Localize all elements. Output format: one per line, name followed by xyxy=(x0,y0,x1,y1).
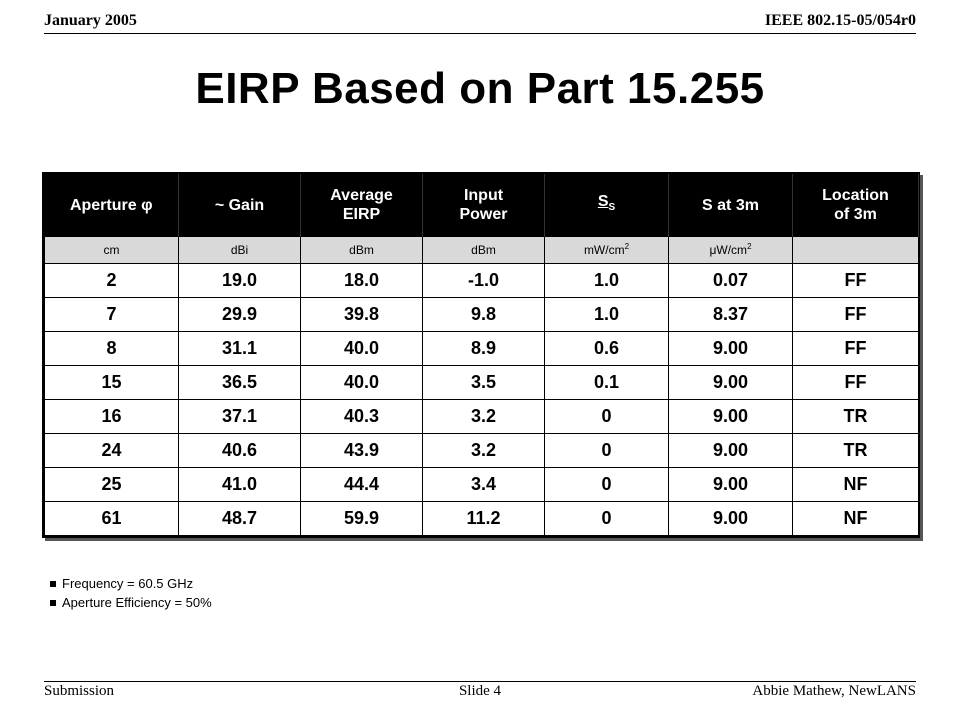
table-cell: 0.1 xyxy=(545,366,669,400)
power-label: Power xyxy=(459,206,508,223)
col-header-average-eirp xyxy=(301,174,423,237)
table-cell: 36.5 xyxy=(179,366,301,400)
table-cell: NF xyxy=(793,502,919,536)
table-cell: 40.3 xyxy=(301,400,423,434)
table-cell: 59.9 xyxy=(301,502,423,536)
table-cell: 0 xyxy=(545,400,669,434)
table-row xyxy=(45,298,919,332)
table-cell: 0 xyxy=(545,502,669,536)
table-cell: 40.0 xyxy=(301,366,423,400)
col-header-input-power xyxy=(423,174,545,237)
table-cell: FF xyxy=(793,298,919,332)
footer-slide-number: Slide 4 xyxy=(458,683,502,699)
table-header-row xyxy=(45,174,919,237)
table-cell: 9.8 xyxy=(423,298,545,332)
table-row xyxy=(45,468,919,502)
table-cell: 48.7 xyxy=(179,502,301,536)
gain-label: ~ Gain xyxy=(214,196,265,214)
table-cell: 15 xyxy=(45,366,179,400)
average-label: Average xyxy=(330,187,393,204)
unit-text: dBi xyxy=(230,243,249,257)
table-cell: 0 xyxy=(545,434,669,468)
header-doc-id: IEEE 802.15-05/054r0 xyxy=(764,12,916,29)
col-header-gain xyxy=(179,174,301,237)
note-text: Aperture Efficiency = 50% xyxy=(62,595,212,610)
table-cell: 43.9 xyxy=(301,434,423,468)
table-row xyxy=(45,400,919,434)
table-cell: 9.00 xyxy=(669,332,793,366)
table-cell: 0.6 xyxy=(545,332,669,366)
input-label: Input xyxy=(463,187,504,204)
ss-main: S xyxy=(597,193,609,211)
table-cell: 8 xyxy=(45,332,179,366)
unit-cell xyxy=(301,237,423,264)
table-cell: 8.37 xyxy=(669,298,793,332)
table-row xyxy=(45,264,919,298)
location-label: Location xyxy=(822,187,889,204)
table-cell: 41.0 xyxy=(179,468,301,502)
table-cell: 3.2 xyxy=(423,400,545,434)
table-cell: 9.00 xyxy=(669,468,793,502)
col-header-aperture xyxy=(45,174,179,237)
table-cell: 9.00 xyxy=(669,366,793,400)
table-row xyxy=(45,332,919,366)
ss-label xyxy=(597,193,616,214)
unit-text: μW/cm xyxy=(709,243,748,257)
unit-text: dBm xyxy=(349,243,374,257)
table-cell: 31.1 xyxy=(179,332,301,366)
table-cell: 19.0 xyxy=(179,264,301,298)
unit-cell xyxy=(423,237,545,264)
table-cell: 0.07 xyxy=(669,264,793,298)
table-cell: 1.0 xyxy=(545,298,669,332)
table-cell: 9.00 xyxy=(669,502,793,536)
table-cell: 18.0 xyxy=(301,264,423,298)
unit-superscript: 2 xyxy=(624,242,630,251)
table-cell: 1.0 xyxy=(545,264,669,298)
table-cell: 40.0 xyxy=(301,332,423,366)
footer-divider xyxy=(44,681,916,682)
note-item xyxy=(50,574,212,593)
note-item xyxy=(50,593,212,612)
unit-cell xyxy=(179,237,301,264)
header-divider xyxy=(44,33,916,34)
col-header-s-at-3m xyxy=(669,174,793,237)
table-cell: 2 xyxy=(45,264,179,298)
table-cell: TR xyxy=(793,434,919,468)
table-cell: 29.9 xyxy=(179,298,301,332)
table-row xyxy=(45,366,919,400)
table-cell: 9.00 xyxy=(669,400,793,434)
table-cell: FF xyxy=(793,332,919,366)
table-cell: 40.6 xyxy=(179,434,301,468)
header-date: January 2005 xyxy=(44,12,137,29)
of-3m-label: of 3m xyxy=(834,206,877,223)
unit-superscript: 2 xyxy=(747,242,752,251)
table-cell: 37.1 xyxy=(179,400,301,434)
table-cell: 0 xyxy=(545,468,669,502)
table-cell: 39.8 xyxy=(301,298,423,332)
table-cell: NF xyxy=(793,468,919,502)
unit-cell xyxy=(45,237,179,264)
unit-cell xyxy=(793,237,919,264)
table-cell: FF xyxy=(793,366,919,400)
table-body xyxy=(45,264,919,536)
unit-cell xyxy=(669,237,793,264)
unit-text: cm xyxy=(103,243,120,257)
slide-title: EIRP Based on Part 15.255 xyxy=(195,64,765,113)
aperture-label: Aperture xyxy=(69,196,137,214)
bullet-icon xyxy=(50,581,56,587)
table-cell: 24 xyxy=(45,434,179,468)
footer-submission: Submission xyxy=(44,683,115,699)
eirp-label: EIRP xyxy=(342,206,381,223)
phi-symbol: φ xyxy=(141,196,153,214)
s-at-3m-label: S at 3m xyxy=(702,196,759,214)
bullet-icon xyxy=(50,600,56,606)
notes-list xyxy=(50,574,212,612)
table-cell: 25 xyxy=(45,468,179,502)
table-row xyxy=(45,502,919,536)
table-cell: 3.4 xyxy=(423,468,545,502)
table-cell: -1.0 xyxy=(423,264,545,298)
table-cell: 9.00 xyxy=(669,434,793,468)
table-cell: 3.5 xyxy=(423,366,545,400)
table-row xyxy=(45,434,919,468)
eirp-table xyxy=(42,172,920,538)
table-cell: 11.2 xyxy=(423,502,545,536)
unit-cell xyxy=(545,237,669,264)
table-cell: 3.2 xyxy=(423,434,545,468)
table-cell: 61 xyxy=(45,502,179,536)
unit-text: mW/cm xyxy=(583,243,625,257)
col-header-location xyxy=(793,174,919,237)
table-cell: 7 xyxy=(45,298,179,332)
note-text: Frequency = 60.5 GHz xyxy=(62,576,194,591)
table-cell: 8.9 xyxy=(423,332,545,366)
footer-author: Abbie Mathew, NewLANS xyxy=(752,683,916,699)
col-header-ss xyxy=(545,174,669,237)
table-cell: TR xyxy=(793,400,919,434)
table-cell: 44.4 xyxy=(301,468,423,502)
table-units-row xyxy=(45,237,919,264)
table-cell: 16 xyxy=(45,400,179,434)
ss-subscript: S xyxy=(608,202,616,214)
table-cell: FF xyxy=(793,264,919,298)
unit-text: dBm xyxy=(471,243,496,257)
